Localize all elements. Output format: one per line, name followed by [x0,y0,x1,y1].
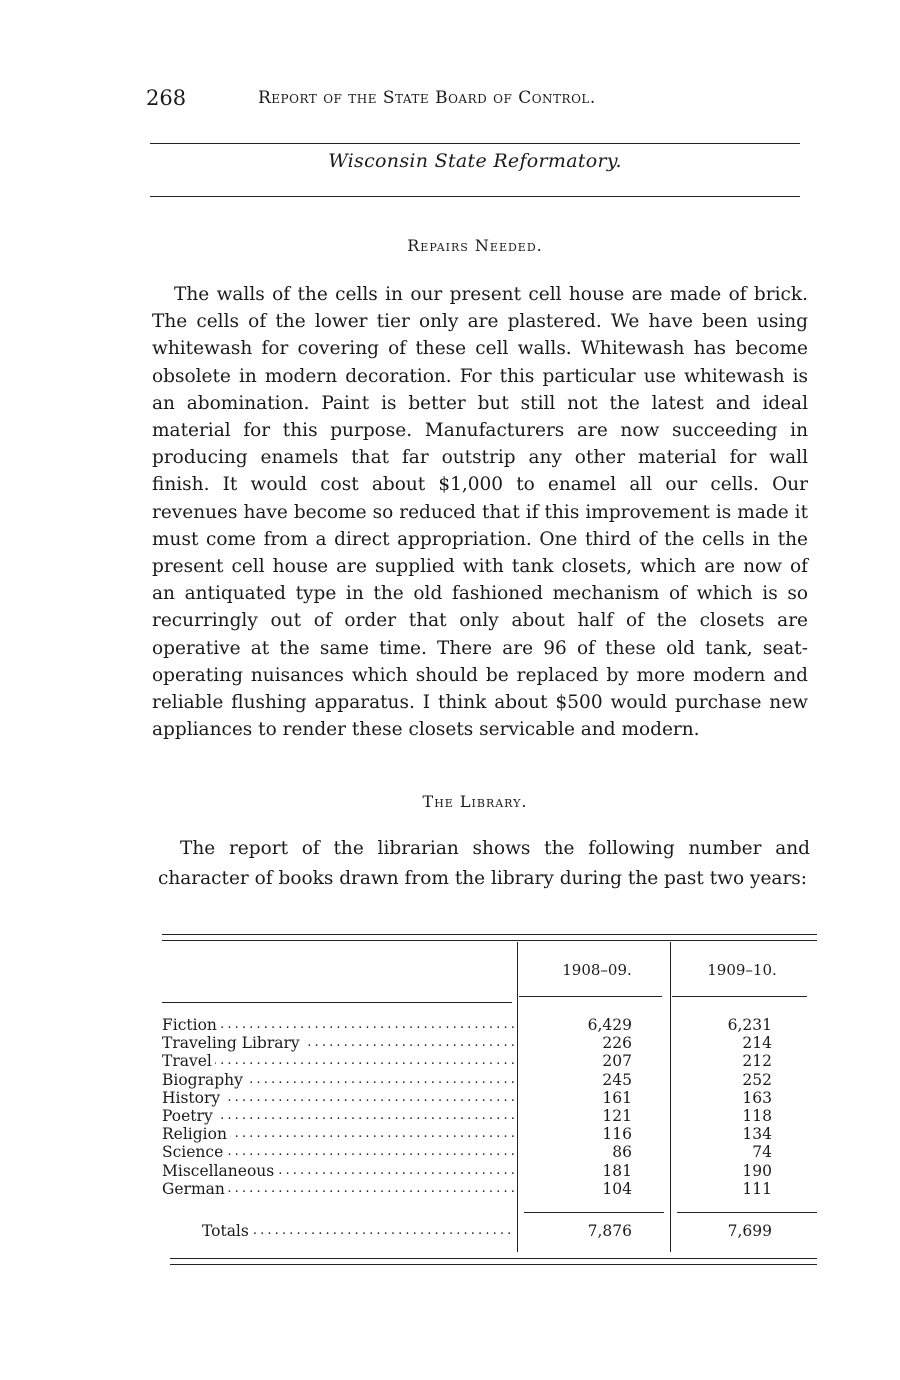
header-under-rule-mid [519,996,662,997]
table-row [162,1052,817,1070]
value-1908: 6,429 [587,1016,632,1034]
row-label: Biography [162,1071,246,1089]
table-row [162,1107,817,1125]
header-under-rule-right [672,996,807,997]
value-1908: 116 [602,1125,632,1144]
table-row [162,1034,817,1052]
value-1909: 118 [742,1106,772,1125]
row-label: History [162,1089,223,1107]
row-label: Religion [162,1125,230,1143]
table-row [162,1125,817,1143]
table-top-rule [162,934,817,935]
total-1909: 7,699 [727,1222,772,1240]
totals-row [162,1220,817,1242]
library-table [162,930,817,1270]
running-title: Report of the State Board of Control. [258,88,596,108]
row-label: Miscellaneous [162,1162,277,1180]
value-1909: 111 [742,1179,772,1198]
table-row [162,1162,817,1180]
row-label: Fiction [162,1016,220,1034]
library-paragraph: The report of the librarian shows the following number and character of books drawn from the library during the past two years: [158,838,810,889]
value-1909: 134 [742,1125,772,1144]
table-bottom-rule [170,1258,817,1259]
row-label: Poetry [162,1107,216,1125]
value-1908: 226 [602,1034,632,1053]
totals-rule-mid [524,1212,664,1213]
top-rule [150,143,800,144]
table-bottom-rule-2 [170,1264,817,1265]
value-1908: 86 [612,1143,632,1162]
total-1908: 7,876 [587,1222,632,1240]
column-header-1909: 1909–10. [707,961,777,979]
table-body [162,1016,817,1198]
institution-title: Wisconsin State Reformatory. [328,150,622,172]
value-1909: 163 [742,1088,772,1107]
value-1909: 6,231 [727,1016,772,1034]
value-1908: 207 [602,1052,632,1071]
column-header-1908: 1908–09. [562,961,632,979]
value-1909: 252 [742,1070,772,1089]
value-1908: 181 [602,1161,632,1180]
row-label: German [162,1180,228,1198]
page-number: 268 [146,86,187,110]
totals-rule-right [677,1212,817,1213]
table-top-rule-2 [162,940,817,941]
value-1909: 190 [742,1161,772,1180]
value-1908: 104 [602,1179,632,1198]
value-1908: 245 [602,1070,632,1089]
row-label: Travel [162,1052,215,1070]
header-under-rule-left [162,1002,512,1003]
table-row [162,1143,817,1161]
repairs-paragraph: The walls of the cells in our present cell house are made of brick. The cells of the lower tier only are plastered. We have been using whitewash for covering of these cell walls. Whitewash has become obsolete in modern decoration. For this particular use whitewash is an abomination. Paint is better but still not the latest and ideal material for this purpose. Manufacturers are now succeeding in producing enamels that far outstrip any other material for wall finish. It would cost about $1,000 to enamel all our cells. Our revenues have become so reduced that if this improvement is made it must come from a direct appropriation. One third of the cells in the present cell house are supplied with tank closets, which are now of an antiquated type in the old fashioned mechanism of which is so recurringly out of order that only about half of the closets are operative at the same time. There are 96 of these old tank, seat-operating nuisances which should be replaced by more modern and reliable flushing apparatus. I think about $500 would purchase new appliances to render these closets servicable and modern. [152,284,808,741]
value-1909: 214 [742,1034,772,1053]
table-row [162,1071,817,1089]
row-label: Science [162,1143,226,1161]
table-row [162,1089,817,1107]
library-heading: The Library. [422,792,528,811]
value-1909: 74 [752,1143,772,1162]
value-1908: 161 [602,1088,632,1107]
row-label: Traveling Library [162,1034,303,1052]
table-row [162,1180,817,1198]
institution-rule [150,196,800,197]
value-1909: 212 [742,1052,772,1071]
running-head [146,86,806,116]
table-row [162,1016,817,1034]
totals-label: Totals [202,1222,252,1240]
value-1908: 121 [602,1106,632,1125]
repairs-heading: Repairs Needed. [407,236,543,255]
